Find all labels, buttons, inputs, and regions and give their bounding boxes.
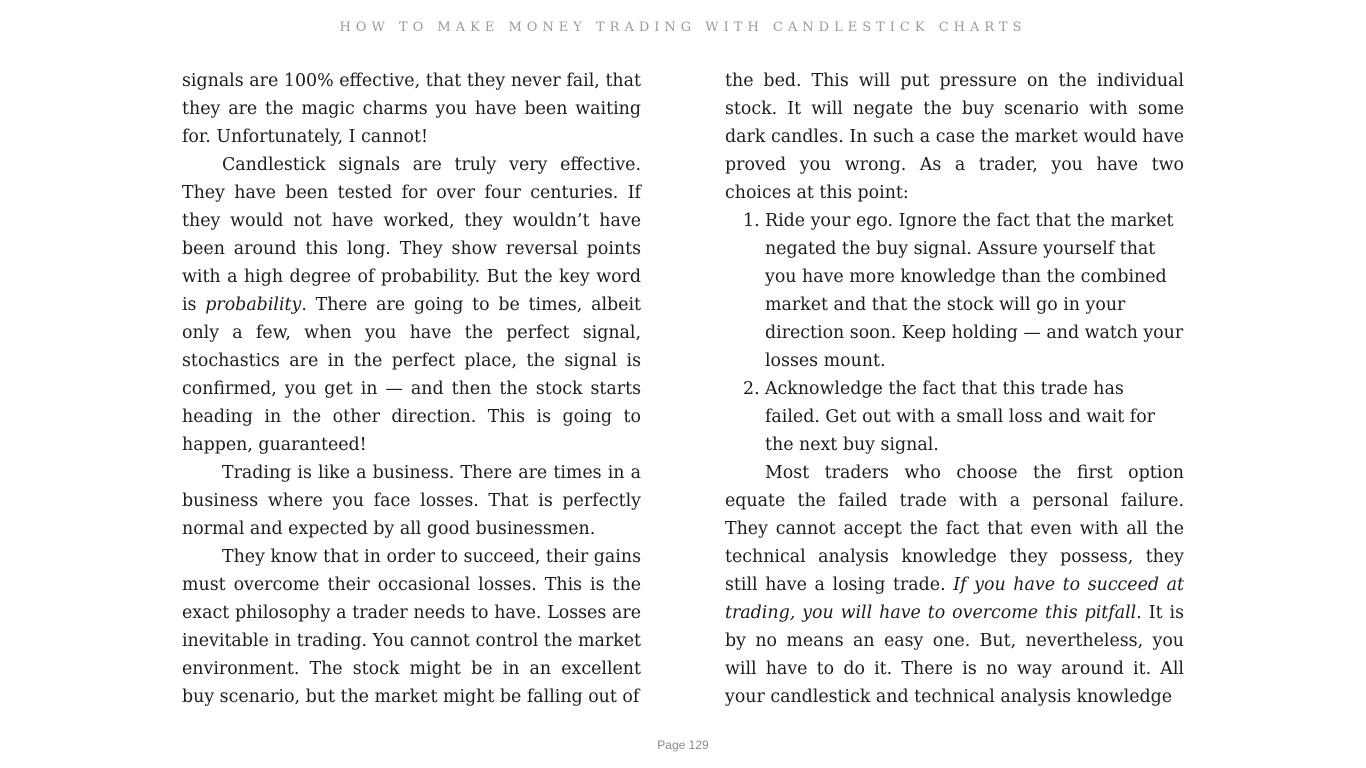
right-page-column: [725, 67, 1184, 711]
paragraph: [725, 459, 1184, 711]
paragraph-text: . It is by no means an easy one. But, nevertheless, you will have to do it. There is no way around it. All your candlestick and technical analysis knowledge: [725, 603, 1184, 707]
paragraph: They know that in order to succeed, their gains must overcome their occasional losses. This is the exact philosophy a trader needs to have. Losses are inevitable in trading. You cannot control the market environment. The stock might be in an excellent buy scenario, but the market might be falling out of: [182, 547, 641, 707]
paragraph-text: Candlestick signals are truly very effective. They have been tested for over four centuries. If they would not have worked, they wouldn’t have been around this long. They show reversal points with a high degree of probability. But the key word is: [182, 155, 641, 315]
paragraph: Trading is like a business. There are times in a business where you face losses. That is perfectly normal and expected by all good businessmen.: [182, 463, 641, 539]
running-book-title: HOW TO MAKE MONEY TRADING WITH CANDLESTICK CHARTS: [339, 20, 1027, 35]
emphasized-text: If you have to succeed at trading, you will have to overcome this pitfall: [725, 575, 1184, 623]
paragraph-text: . There are going to be times, albeit only a few, when you have the perfect signal, stochastics are in the perfect place, the signal is confirmed, you get in — and then the stock starts heading in the other direction. This is going to happen, guaranteed!: [182, 295, 642, 455]
page-number-label: Page 129: [657, 738, 709, 752]
paragraph: [182, 151, 641, 459]
emphasized-text: probability: [205, 295, 302, 315]
list-item: [725, 375, 1184, 459]
list-item-text: Ride your ego. Ignore the fact that the market negated the buy signal. Assure yourself that you have more knowledge than the combined market and that the stock will go in your direction soon. Keep holding — and watch your losses mount.: [765, 211, 1184, 371]
paragraph: the bed. This will put pressure on the individual stock. It will negate the buy scenario with some dark candles. In such a case the market would have proved you wrong. As a trader, you have two choices at this point:: [725, 71, 1184, 203]
left-page-column: [182, 67, 641, 711]
list-number: 1.: [743, 211, 760, 231]
paragraph-text: Most traders who choose the first option equate the failed trade with a personal failure. They cannot accept the fact that even with all the technical analysis knowledge they possess, they still have a losing trade.: [725, 463, 1184, 595]
list-item: [725, 207, 1184, 375]
choices-list: [725, 207, 1184, 459]
list-number: 2.: [743, 379, 760, 399]
paragraph: signals are 100% effective, that they never fail, that they are the magic charms you have been waiting for. Unfortunately, I cannot!: [182, 71, 641, 147]
list-item-text: Acknowledge the fact that this trade has failed. Get out with a small loss and wait for the next buy signal.: [765, 379, 1155, 455]
